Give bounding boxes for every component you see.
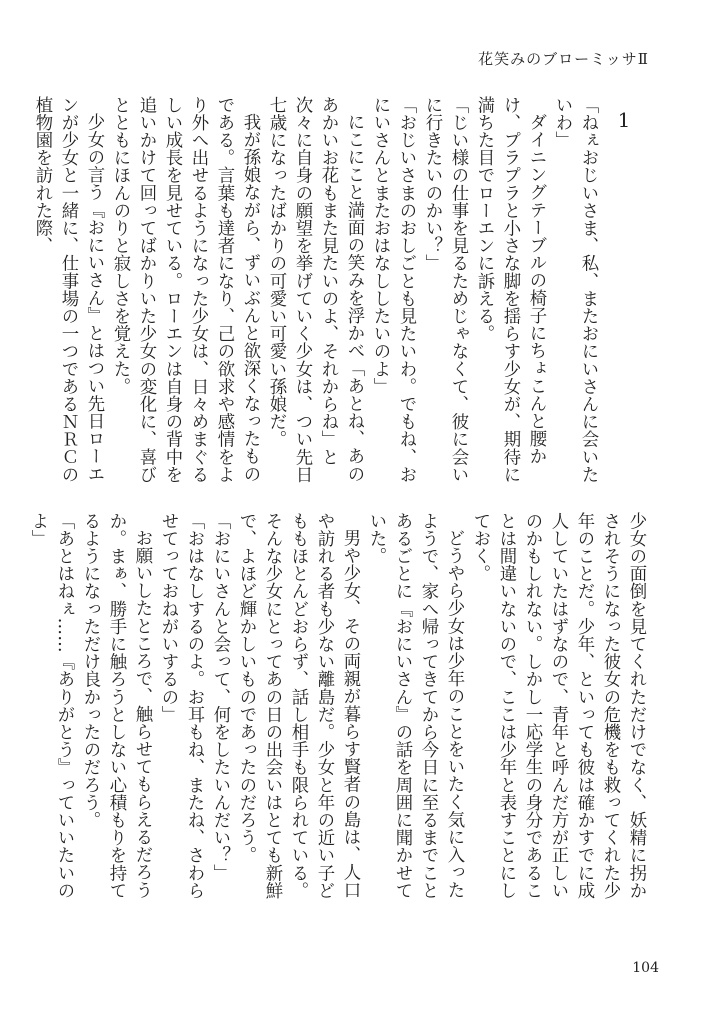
paragraph: 我が孫娘ながら、ずいぶんと欲深くなったものである。言葉も達者になり、己の欲求や感情をより外へ出せるようになった少女は、日々めまぐるしい成長を見せている。ローエンは自身の背中を追いかけて回ってばかりいた少女の変化に、喜びとともにほんのりと寂しさを覚えた。 <box>110 96 260 484</box>
paragraph: 「おにいさんと会って、何をしたいんだい？」 <box>210 512 230 882</box>
paragraph: 「おはなしするのよ。お耳もね、またね、さわらせてっておねがいするの」 <box>158 512 204 900</box>
running-head: 花笑みのブローミッサⅡ <box>478 50 649 68</box>
paragraph: ダイニングテーブルの椅子にちょこんと腰かけ、プラプラと小さな脚を揺らす少女が、期待に満ちた目でローエンに訴える。 <box>474 96 546 484</box>
paragraph: 少女の言う『おにいさん』とはつい先日ローエンが少女と一緒に、仕事場の一つであるＮＲＣの植物園を訪れた際、 <box>32 96 104 484</box>
paragraph: にこにこと満面の笑みを浮かべ「あとね、あのあかいお花もまた見たいのよ、それからね」と次々に自身の願望を挙げていく少女は、つい先日七歳になったばかりの可愛い可愛い孫娘だ。 <box>266 96 364 484</box>
paragraph: 「あとはねぇ……『ありがとう』っていいたいのよ」 <box>28 512 74 900</box>
paragraph: お願いしたところで、触らせてもらえるだろうか。まぁ、勝手に触ろうとしない心積もりを持てるようになっただけ良かったのだろう。 <box>80 512 152 900</box>
chapter-number: 1 <box>617 108 631 132</box>
paragraph: どうやら少女は少年のことをいたく気に入ったようで、家へ帰ってきてから今日に至るまでことあるごとに『おにいさん』の話を周囲に聞かせていた。 <box>366 512 464 900</box>
paragraph: 「ねぇおじいさま、私、またおにいさんに会いたいわ」 <box>552 96 598 484</box>
paragraph: 「おじいさまのおしごとも見たいわ。でもね、おにいさんとまたおはなししたいのよ」 <box>370 96 416 484</box>
upper-text-block <box>32 96 601 488</box>
lower-text-block <box>28 512 649 904</box>
paragraph: 少女の面倒を見てくれただけでなく、妖精に拐かされそうになった彼女の危機をも救ってくれた少年のことだ。少年、といっても彼は確かすでに成人していたはずなので、青年と呼んだ方が正しいのかもしれない。しかし一応学生の身分であることは間違いないので、ここは少年と表すことにしておく。 <box>470 512 646 900</box>
paragraph: 男や少女、その両親が暮らす賢者の島は、人口や訪れる者も少ない離島だ。少女と年の近い子どももほとんどおらず、話し相手も限られている。そんな少女にとってあの日の出会いはとても新鮮で、よほど輝かしいものであったのだろう。 <box>236 512 360 900</box>
paragraph: 「じい様の仕事を見るためじゃなくて、彼に会いに行きたいのかい？」 <box>422 96 468 484</box>
page-number: 104 <box>632 960 659 976</box>
